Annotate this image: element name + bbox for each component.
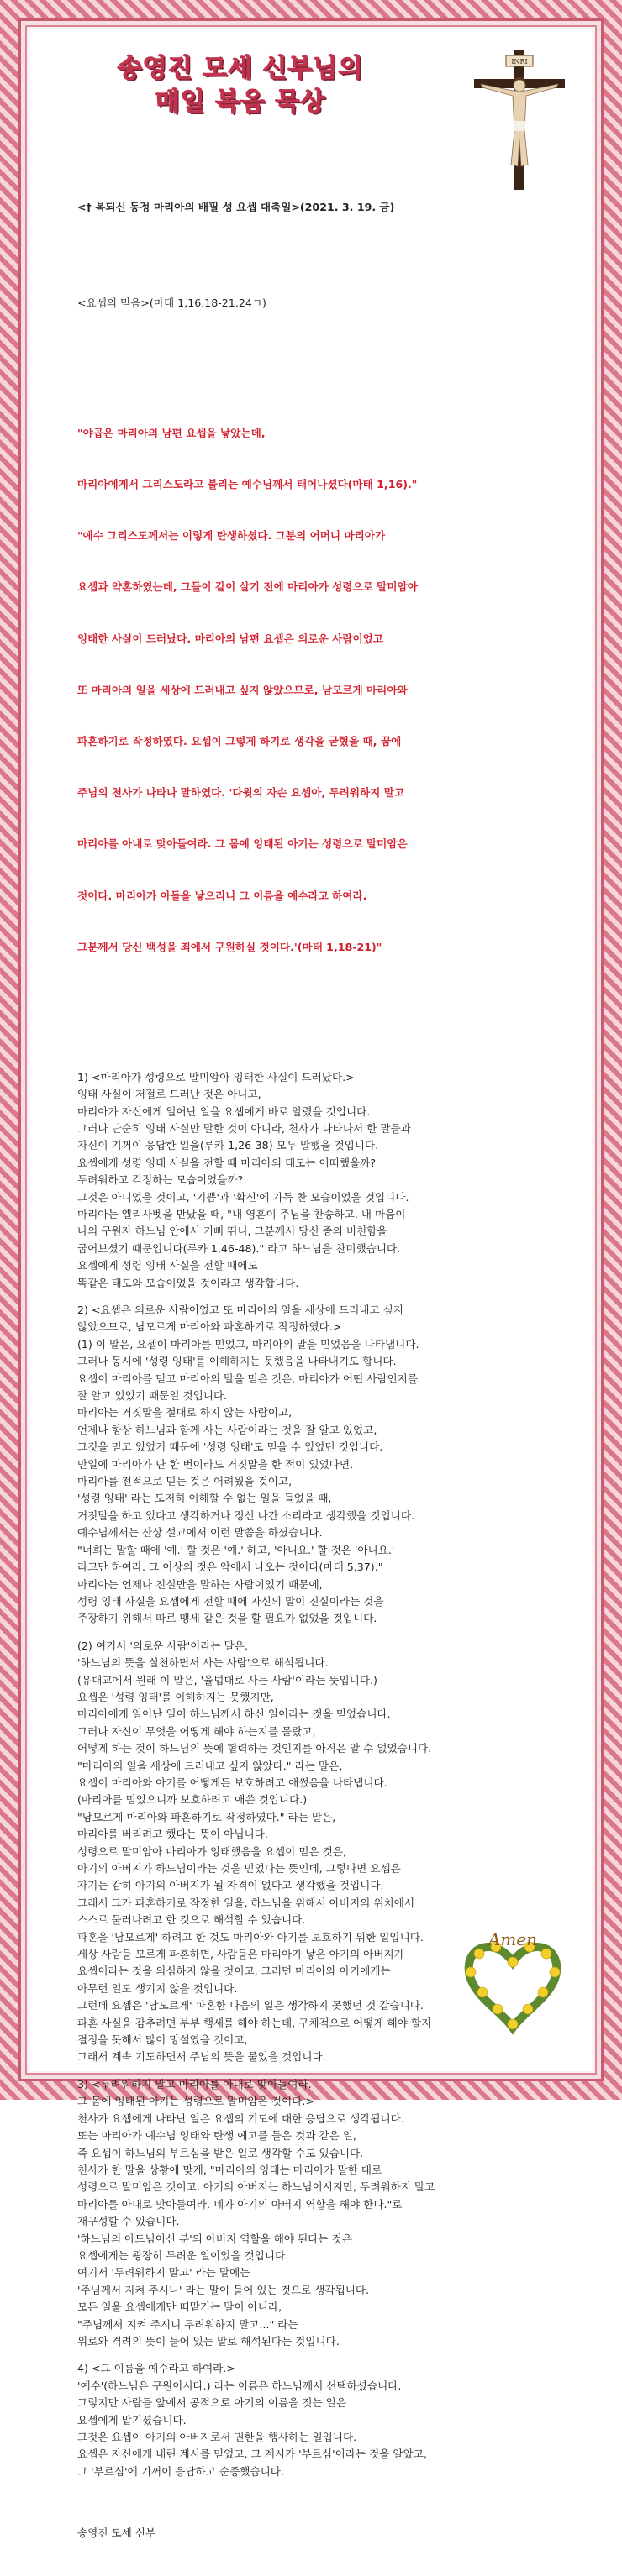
gospel-line: 것이다. 마리아가 아들을 낳으리니 그 이름을 예수라고 하여라. xyxy=(77,888,573,905)
section-line: 그것을 믿고 있었기 때문에 '성령 잉태'도 믿을 수 있었던 것입니다. xyxy=(77,1439,573,1456)
amen-wreath-image xyxy=(462,1928,563,2038)
section-line: 두려워하고 걱정하는 모습이었을까? xyxy=(77,1172,573,1188)
inri-sign: INRI xyxy=(511,58,527,66)
gospel-line: 마리아에게서 그리스도라고 불리는 예수님께서 태어나셨다(마태 1,16)." xyxy=(77,476,573,493)
section-line: 마리아는 언제나 진실만을 말하는 사람이었기 때문에, xyxy=(77,1577,573,1593)
gospel-line: 주님의 천사가 나타나 말하였다. '다윗의 자손 요셉아, 두려워하지 말고 xyxy=(77,784,573,801)
meditation-section xyxy=(77,2360,573,2490)
section-line: 또는 마리아가 예수님 잉태와 탄생 예고를 들은 것과 같은 일, xyxy=(77,2127,573,2144)
section-line: 그것은 아니었을 것이고, '기쁨'과 '확신'에 가득 찬 모습이었을 것입니다. xyxy=(77,1189,573,1206)
section-line: 세상 사람들 모르게 파혼하면, 사람들은 마리아가 낳은 아기의 아버지가 xyxy=(77,1946,573,1963)
meditation-section xyxy=(77,1302,573,1638)
section-line: 그 '부르심'에 기꺼이 응답하고 순종했습니다. xyxy=(77,2463,573,2480)
section-line: 즉 요셉이 하느님의 부르심을 받은 일로 생각할 수도 있습니다. xyxy=(77,2145,573,2162)
section-line: 언제나 항상 하느님과 함께 사는 사람이라는 것을 잘 알고 있었고, xyxy=(77,1422,573,1439)
section-line: 나의 구원자 하느님 안에서 기뻐 뛰니, 그분께서 당신 종의 비천함을 xyxy=(77,1223,573,1240)
section-line: 마리아에게 일어난 일이 하느님께서 하신 일이라는 것을 믿었습니다. xyxy=(77,1706,573,1723)
section-line: 마리아를 아내로 맞아들여라. 네가 아기의 아버지 역할을 해야 한다."로 xyxy=(77,2196,573,2213)
section-line: "남모르게 마리아와 파혼하기로 작정하였다." 라는 말은, xyxy=(77,1809,573,1826)
section-line: 결정을 못해서 많이 망설였을 것이고, xyxy=(77,2032,573,2049)
gospel-line: 그분께서 당신 백성을 죄에서 구원하실 것이다.'(마태 1,18-21)" xyxy=(77,939,573,956)
feast-header: <† 복되신 동정 마리아의 배필 성 요셉 대축일>(2021. 3. 19. 금) xyxy=(77,199,573,216)
section-line: 않았으므로, 남모르게 마리아와 파혼하기로 작정하였다.> xyxy=(77,1319,573,1335)
section-line: 위로와 격려의 뜻이 들어 있는 말로 해석된다는 것입니다. xyxy=(77,2333,573,2350)
section-line: 스스로 물러나려고 한 것으로 해석할 수 있습니다. xyxy=(77,1912,573,1928)
section-line: 그러나 단순히 잉태 사실만 말한 것이 아니라, 천사가 나타나서 한 말들과 xyxy=(77,1120,573,1137)
section-line: 요셉에게 성령 잉태 사실을 전할 때에도 xyxy=(77,1257,573,1274)
section-line: 마리아를 버리려고 했다는 뜻이 아닙니다. xyxy=(77,1826,573,1843)
section-line: (마리아를 믿었으니까 보호하려고 애쓴 것입니다.) xyxy=(77,1792,573,1808)
section-line: 4) <그 이름을 예수라고 하여라.> xyxy=(77,2360,573,2377)
section-line: 그러나 자신이 무엇을 어떻게 해야 하는지를 몰랐고, xyxy=(77,1723,573,1740)
section-line: 자기는 감히 아기의 아버지가 될 자격이 없다고 생각했을 것입니다. xyxy=(77,1877,573,1894)
section-line: 요셉에게는 굉장히 두려운 일이었을 것입니다. xyxy=(77,2248,573,2264)
meditation-sections xyxy=(77,1069,573,2491)
section-line: 마리아를 전적으로 믿는 것은 어려웠을 것이고, xyxy=(77,1473,573,1490)
section-line: 요셉에게 성령 잉태 사실을 전할 때 마리아의 태도는 어떠했을까? xyxy=(77,1155,573,1172)
section-line: 어떻게 하는 것이 하느님의 뜻에 협력하는 것인지를 아직은 알 수 없었습니다. xyxy=(77,1740,573,1757)
section-line: 요셉은 자신에게 내린 계시를 믿었고, 그 계시가 '부르심'이라는 것을 알았고, xyxy=(77,2446,573,2463)
section-line: 마리아가 자신에게 일어난 일을 요셉에게 바로 알렸을 것입니다. xyxy=(77,1104,573,1120)
section-line: 요셉이 마리아를 믿고 마리아의 말을 믿은 것은, 마리아가 어떤 사람인지를 xyxy=(77,1371,573,1388)
section-line: 라고만 하여라. 그 이상의 것은 악에서 나오는 것이다(마태 5,37)." xyxy=(77,1559,573,1576)
section-line: 요셉이라는 것을 의심하지 않을 것이고, 그러면 마리아와 아기에게는 xyxy=(77,1963,573,1980)
section-line: 주장하기 위해서 따로 맹세 같은 것을 할 필요가 없었을 것입니다. xyxy=(77,1610,573,1627)
section-line: '하느님의 아드님이신 분'의 아버지 역할을 해야 된다는 것은 xyxy=(77,2231,573,2248)
section-line: 그렇지만 사람들 앞에서 공적으로 아기의 이름을 짓는 일은 xyxy=(77,2395,573,2411)
section-line: 굽어보셨기 때문입니다(루카 1,46-48)." 라고 하느님을 찬미했습니다. xyxy=(77,1241,573,1257)
section-line: 재구성할 수 있습니다. xyxy=(77,2213,573,2230)
gospel-line: 마리아를 아내로 맞아들여라. 그 몸에 잉태된 아기는 성령으로 말미암은 xyxy=(77,836,573,853)
section-line: '하느님의 뜻을 실천하면서 사는 사람'으로 해석됩니다. xyxy=(77,1655,573,1671)
section-line: 마리아는 거짓말을 절대로 하지 않는 사람이고, xyxy=(77,1404,573,1421)
gospel-passage xyxy=(77,391,573,990)
meditation-section xyxy=(77,1069,573,1302)
gospel-line: 파혼하기로 작정하였다. 요셉이 그렇게 하기로 생각을 굳혔을 때, 꿈에 xyxy=(77,733,573,750)
section-line: 그 몸에 잉태된 아기는 성령으로 말미암은 것이다.> xyxy=(77,2093,573,2110)
section-line: 천사가 요셉에게 나타난 일은 요셉의 기도에 대한 응답으로 생각됩니다. xyxy=(77,2111,573,2127)
section-line: 만일에 마리아가 단 한 번이라도 거짓말을 한 적이 있었다면, xyxy=(77,1456,573,1473)
section-line: '예수'(하느님은 구원이시다.) 라는 이름은 하느님께서 선택하셨습니다. xyxy=(77,2378,573,2395)
section-line: 천사가 한 말을 상황에 맞게, "마리아의 잉태는 마리아가 말한 대로 xyxy=(77,2162,573,2179)
section-line: 그런데 요셉은 '남모르게' 파혼한 다음의 일은 생각하지 못했던 것 같습니다. xyxy=(77,1997,573,2014)
gospel-line: 또 마리아의 일을 세상에 드러내고 싶지 않았으므로, 남모르게 마리아와 xyxy=(77,682,573,699)
meditation-section xyxy=(77,2076,573,2361)
content-paper xyxy=(30,29,592,2071)
section-line: 성령으로 말미암은 것이고, 아기의 아버지는 하느님이시지만, 두려워하지 말고 xyxy=(77,2179,573,2196)
section-line: 마리아는 엘리사벳을 만났을 때, "내 영혼이 주님을 찬송하고, 내 마음이 xyxy=(77,1206,573,1223)
section-line: "너희는 말할 때에 '예.' 할 것은 '예.' 하고, '아니요.' 할 것은 '아니요.' xyxy=(77,1542,573,1559)
section-line: 여기서 '두려워하지 말고' 라는 말에는 xyxy=(77,2264,573,2281)
section-line: 요셉이 마리아와 아기를 어떻게든 보호하려고 애썼음을 나타냅니다. xyxy=(77,1775,573,1792)
section-line: 1) <마리아가 성령으로 말미암아 잉태한 사실이 드러났다.> xyxy=(77,1069,573,1086)
section-line: 잘 알고 있었기 때문일 것입니다. xyxy=(77,1388,573,1404)
section-line: (유대교에서 원래 이 말은, '율법대로 사는 사람'이라는 뜻입니다.) xyxy=(77,1672,573,1689)
section-line: "마리아의 일을 세상에 드러내고 싶지 않았다." 라는 말은, xyxy=(77,1758,573,1775)
gospel-line: 잉태한 사실이 드러났다. 마리아의 남편 요셉은 의로운 사람이었고 xyxy=(77,631,573,648)
section-line: (2) 여기서 '의로운 사람'이라는 말은, xyxy=(77,1638,573,1655)
section-line: 모든 일을 요셉에게만 떠맡기는 말이 아니라, xyxy=(77,2299,573,2316)
section-line: 거짓말을 하고 있다고 생각하거나 정신 나간 소리라고 생각했을 것입니다. xyxy=(77,1508,573,1524)
section-line: (1) 이 말은, 요셉이 마리아를 믿었고, 마리아의 말을 믿었음을 나타냅니다. xyxy=(77,1336,573,1353)
section-line: 파혼을 '남모르게' 하려고 한 것도 마리아와 아기를 보호하기 위한 일입니다. xyxy=(77,1929,573,1946)
section-line: 잉태 사실이 저절로 드러난 것은 아니고, xyxy=(77,1086,573,1103)
amen-text: Amen xyxy=(487,1929,537,1949)
title-line-2: 매일 복음 묵상 xyxy=(89,86,392,119)
title-block xyxy=(89,52,392,119)
section-line: 그래서 계속 기도하면서 주님의 뜻을 물었을 것입니다. xyxy=(77,2049,573,2065)
gospel-line: "예수 그리스도께서는 이렇게 탄생하셨다. 그분의 어머니 마리아가 xyxy=(77,527,573,544)
section-line: "주님께서 지켜 주시니 두려워하지 말고..." 라는 xyxy=(77,2316,573,2333)
section-line: 그것은 요셉이 아기의 아버지로서 권한을 행사하는 일입니다. xyxy=(77,2429,573,2446)
section-line: 자신이 기꺼이 응답한 일을(루카 1,26-38) 모두 말했을 것입니다. xyxy=(77,1137,573,1154)
section-line: 요셉에게 맡기셨습니다. xyxy=(77,2412,573,2429)
section-line: 성령 잉태 사실을 요셉에게 전할 때에 자신의 말이 진실이라는 것을 xyxy=(77,1593,573,1610)
section-line: 똑같은 태도와 모습이었을 것이라고 생각합니다. xyxy=(77,1275,573,1292)
section-line: 아기의 아버지가 하느님이라는 것을 믿었다는 뜻인데, 그렇다면 요셉은 xyxy=(77,1860,573,1877)
section-line: 그래서 그가 파혼하기로 작정한 일을, 하느님을 위해서 아버지의 위치에서 xyxy=(77,1895,573,1912)
reading-reference: <요셉의 믿음>(마태 1,16.18-21.24ㄱ) xyxy=(77,295,573,312)
section-line: 예수님께서는 산상 설교에서 이런 말씀을 하셨습니다. xyxy=(77,1524,573,1541)
section-line: 파혼 사실을 감추려면 부부 행세를 해야 하는데, 구체적으로 어떻게 해야 할지 xyxy=(77,2015,573,2032)
signature: 송영진 모세 신부 xyxy=(77,2525,573,2542)
gospel-line: 요셉과 약혼하였는데, 그들이 같이 살기 전에 마리아가 성령으로 말미암아 xyxy=(77,579,573,595)
title-line-1: 송영진 모세 신부님의 xyxy=(89,52,392,86)
section-line: 성령으로 말미암아 마리아가 잉태했음을 요셉이 믿은 것은, xyxy=(77,1844,573,1860)
section-line: '성령 잉태' 라는 도저히 이해할 수 없는 일을 들었을 때, xyxy=(77,1490,573,1507)
gospel-line: "야곱은 마리아의 남편 요셉을 낳았는데, xyxy=(77,425,573,442)
section-line: 아무런 일도 생기지 않을 것입니다. xyxy=(77,1981,573,1997)
section-line: '주님께서 지켜 주시니' 라는 말이 들어 있는 것으로 생각됩니다. xyxy=(77,2282,573,2299)
meditation-text xyxy=(77,165,573,2576)
section-line: 그러나 동시에 '성령 잉태'를 이해하지는 못했음을 나타내기도 합니다. xyxy=(77,1353,573,1370)
section-line: 2) <요셉은 의로운 사람이었고 또 마리아의 일을 세상에 드러내고 싶지 xyxy=(77,1302,573,1319)
section-line: 요셉은 '성령 잉태'를 이해하지는 못했지만, xyxy=(77,1689,573,1706)
section-line: 3) <두려워하지 말고 마리아를 아내로 맞아들여라. xyxy=(77,2076,573,2093)
